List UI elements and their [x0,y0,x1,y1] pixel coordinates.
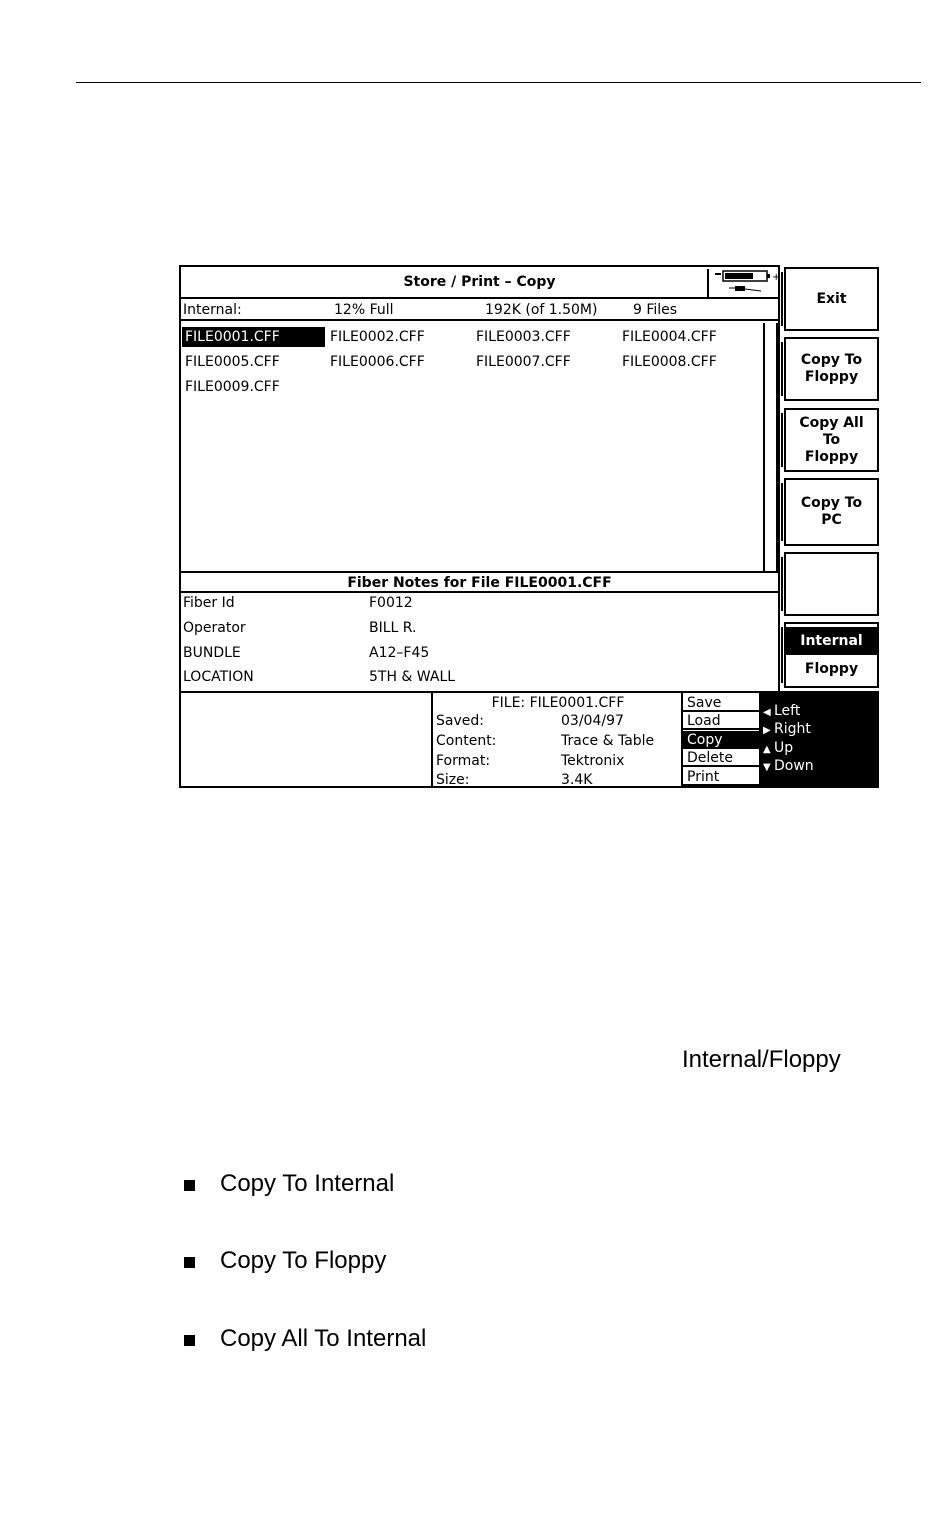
memory-info-row [181,297,780,321]
note-label: Fiber Id [183,595,235,611]
file-list-scrollbar[interactable] [763,323,778,571]
status-label: Size: [436,772,470,788]
battery-icon [707,269,781,297]
internal-floppy-toggle[interactable] [784,622,879,688]
file-item[interactable]: FILE0002.CFF [330,329,425,345]
softkey-line: To [822,431,841,448]
softkey-line: PC [821,512,842,528]
menu-item-delete[interactable]: Delete [683,749,761,767]
toggle-internal[interactable]: Internal [786,627,877,655]
bullet-square-icon [184,1257,195,1268]
softkey-line: Copy To [800,495,863,511]
main-panel [179,265,780,788]
fiber-notes-header: Fiber Notes for File FILE0001.CFF [181,573,780,593]
softkey-line: Floppy [804,448,859,465]
exit-button-label: Exit [816,290,847,307]
bullet-text: Copy All To Internal [220,1325,427,1352]
nav-up [763,740,793,756]
toggle-reference-text: Internal/Floppy [682,1046,841,1073]
file-item[interactable]: FILE0001.CFF [182,327,325,347]
nav-right-label: Right [774,721,811,737]
softkey-line: Floppy [804,369,859,385]
power-plug-icon [729,286,761,291]
status-value: Trace & Table [561,733,655,749]
note-label: LOCATION [183,669,254,685]
nav-down-label: Down [774,758,814,774]
svg-text:+: + [772,272,781,283]
status-value: Tektronix [561,753,625,769]
bullet-text: Copy To Floppy [220,1247,387,1274]
note-value: 5TH & WALL [369,669,456,685]
nav-down [763,758,814,774]
file-item[interactable]: FILE0007.CFF [476,354,571,370]
nav-left [763,703,800,719]
softkey-line: Copy To [800,352,863,368]
arrow-down-icon: ▼ [763,762,771,773]
copy-to-pc-button[interactable] [784,478,879,546]
note-value: A12–F45 [369,645,430,661]
file-item[interactable]: FILE0009.CFF [185,379,280,395]
copy-all-to-floppy-button[interactable] [784,408,879,472]
menu-item-save[interactable]: Save [683,694,761,712]
status-label: Saved: [436,713,484,729]
status-value: 03/04/97 [561,713,624,729]
nav-right [763,721,811,737]
nav-up-label: Up [774,740,794,756]
blank-softkey[interactable] [784,552,879,616]
screen-title: Store / Print – Copy [403,274,556,290]
arrow-up-icon: ▲ [763,744,771,755]
menu-item-load[interactable]: Load [683,712,761,730]
file-item[interactable]: FILE0006.CFF [330,354,425,370]
arrow-right-icon: ▶ [763,725,771,736]
file-item[interactable]: FILE0004.CFF [622,329,717,345]
file-list [181,323,763,573]
note-value: F0012 [369,595,413,611]
otdr-screen [179,265,879,790]
status-label: Format: [436,753,491,769]
note-label: Operator [183,620,246,636]
file-count: 9 Files [633,302,678,318]
note-label: BUNDLE [183,645,241,661]
page-top-rule [76,82,921,83]
exit-button[interactable] [784,267,879,331]
bullet-square-icon [184,1335,195,1346]
file-item[interactable]: FILE0003.CFF [476,329,571,345]
navigation-key-legend [759,691,879,788]
arrow-left-icon: ◀ [763,707,771,718]
storage-fullness: 12% Full [334,302,394,318]
title-bar [181,267,781,299]
menu-item-print[interactable]: Print [683,768,761,786]
file-item[interactable]: FILE0008.CFF [622,354,717,370]
nav-left-label: Left [774,703,801,719]
copy-to-floppy-button[interactable] [784,337,879,401]
toggle-floppy[interactable]: Floppy [804,661,859,677]
action-menu [681,693,761,788]
bullet-square-icon [184,1180,195,1191]
storage-location: Internal: [183,302,242,318]
menu-item-copy[interactable]: Copy [683,731,761,749]
file-status-panel [431,693,681,788]
file-item[interactable]: FILE0005.CFF [185,354,280,370]
status-value: 3.4K [561,772,593,788]
storage-capacity: 192K (of 1.50M) [485,302,598,318]
status-label: Content: [436,733,497,749]
note-value: BILL R. [369,620,417,636]
softkey-line: Copy All [799,414,864,431]
status-file-name: FILE: FILE0001.CFF [491,695,625,711]
bullet-text: Copy To Internal [220,1170,395,1197]
